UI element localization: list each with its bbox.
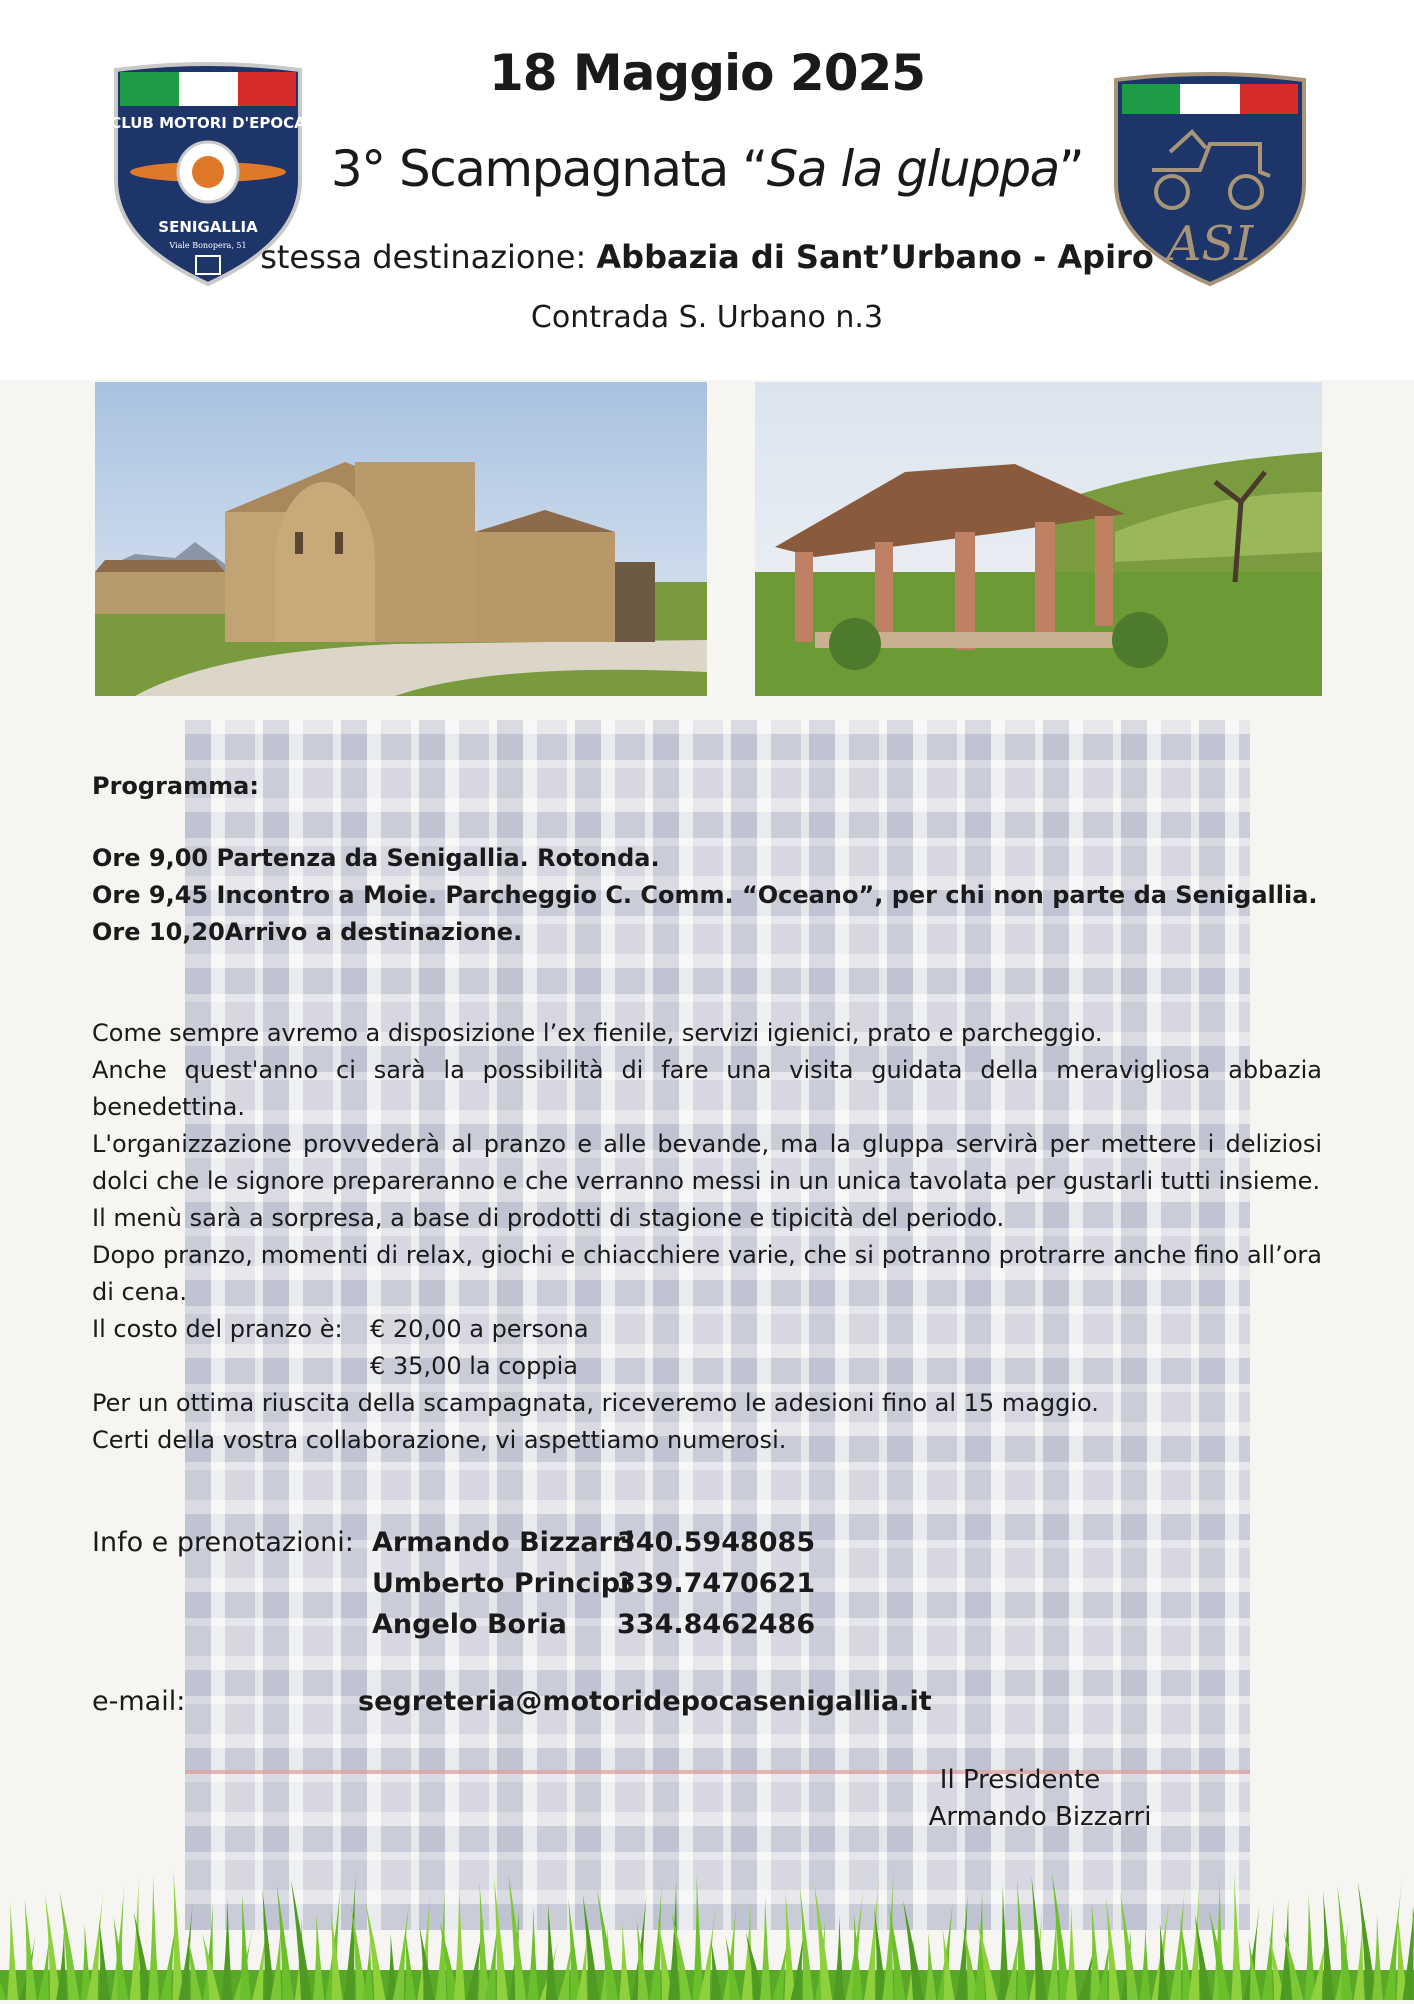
destination-name: Abbazia di Sant’Urbano - Apiro <box>596 238 1154 276</box>
grass-blade <box>25 1899 37 2000</box>
contact-list <box>372 1522 815 1645</box>
paragraph: Anche quest'anno ci sarà la possibilità di fare una visita guidata della meravigliosa abbazia benedettina. <box>92 1056 1322 1121</box>
grass-blade <box>1139 1926 1150 2000</box>
logo-left-line2: SENIGALLIA <box>158 218 258 236</box>
grass-blade <box>7 1903 18 2000</box>
signature-role: Il Presidente <box>939 1765 1101 1795</box>
info-label: Info e prenotazioni: <box>92 1527 354 1558</box>
program-item <box>92 877 1322 914</box>
main-content <box>92 768 1322 1459</box>
event-title-prefix: 3° Scampagnata “ <box>330 140 767 198</box>
logo-left-line1: CLUB MOTORI D'EPOCA <box>110 114 306 132</box>
contact-row <box>372 1563 815 1604</box>
program-item <box>92 914 1322 951</box>
contact-phone[interactable]: 334.8462486 <box>617 1609 816 1640</box>
program-text: Arrivo a destinazione. <box>224 918 523 946</box>
program-text: Incontro a Moie. Parcheggio C. Comm. “Oceano”, per chi non parte da Senigallia. <box>216 881 1318 909</box>
event-name: Sa la gluppa <box>766 140 1059 198</box>
grass-blade <box>527 1906 538 2000</box>
grass-blade <box>1372 1915 1383 2000</box>
paragraph: L'organizzazione provvederà al pranzo e alle bevande, ma la gluppa servirà per mettere i deliziosi dolci che le signore prepareranno e che verranno messi in un unica tavolata per gustarli tutti insieme. <box>92 1130 1322 1195</box>
contact-phone[interactable]: 339.7470621 <box>617 1568 816 1599</box>
program-title: Programma: <box>92 772 259 800</box>
description <box>92 1015 1322 1459</box>
paragraph: Come sempre avremo a disposizione l’ex fienile, servizi igienici, prato e parcheggio. <box>92 1019 1103 1047</box>
paragraph: Il menù sarà a sorpresa, a base di prodotti di stagione e tipicità del periodo. <box>92 1204 1005 1232</box>
cost-row <box>92 1311 1322 1348</box>
grass-blade <box>546 1902 557 2000</box>
grass-blade <box>1305 1894 1316 2000</box>
cost-single: € 20,00 a persona <box>370 1315 589 1343</box>
program-list <box>92 840 1322 951</box>
grass-blade <box>478 1881 489 2000</box>
closing-line: Certi della vostra collaborazione, vi aspettiamo numerosi. <box>92 1426 787 1454</box>
cost-couple: € 35,00 la coppia <box>370 1352 578 1380</box>
grass-blade <box>833 1916 844 2000</box>
grass-blade <box>619 1923 630 2000</box>
abbey-photo <box>95 382 707 696</box>
destination-address: Contrada S. Urbano n.3 <box>530 300 884 335</box>
grass-blade <box>454 1885 465 2000</box>
program-item <box>92 840 1322 877</box>
contact-row <box>372 1522 815 1563</box>
cost-row <box>92 1348 1322 1385</box>
asi-shield-logo <box>1110 72 1310 288</box>
email-link[interactable]: segreteria@motoridepocasenigallia.it <box>358 1686 932 1717</box>
grass-blade <box>852 1912 863 2000</box>
program-time: Ore 9,00 <box>92 844 209 872</box>
grass-blade <box>221 1896 232 2000</box>
closing-line: Per un ottima riuscita della scampagnata, riceveremo le adesioni fino al 15 maggio. <box>92 1389 1099 1417</box>
program-time: Ore 9,45 <box>92 881 209 909</box>
program-text: Partenza da Senigallia. Rotonda. <box>216 844 660 872</box>
grass-blade <box>760 1895 771 2000</box>
contact-name: Angelo Boria <box>372 1609 567 1640</box>
signature <box>880 1762 1200 1836</box>
grass-blade <box>148 1875 159 2000</box>
contact-name: Armando Bizzarri <box>372 1527 635 1558</box>
destination-label: stessa destinazione: <box>260 238 597 276</box>
header <box>0 0 1414 380</box>
grass-blade <box>1231 1873 1242 2000</box>
grass-blade <box>313 1913 324 2000</box>
contact-row <box>372 1604 815 1645</box>
grass-blade <box>784 1891 795 2000</box>
pavilion-photo <box>755 382 1322 696</box>
contact-name: Umberto Principi <box>372 1568 630 1599</box>
grass-decoration <box>0 1860 1414 2000</box>
contact-phone[interactable]: 340.5948085 <box>617 1527 816 1558</box>
email-label: e-mail: <box>92 1686 186 1717</box>
grass-blade <box>1090 1901 1101 2000</box>
paragraph: Dopo pranzo, momenti di relax, giochi e chiacchiere varie, che si potranno protrarre anche fino all’ora di cena. <box>92 1241 1322 1306</box>
grass-blade <box>1066 1905 1077 2000</box>
grass-blade <box>925 1933 936 2000</box>
grass-blade <box>999 1884 1010 2000</box>
cost-label: Il costo del pranzo è: <box>92 1315 343 1343</box>
asi-logo-text: ASI <box>1166 216 1254 272</box>
logo-left-line3: Viale Bonopera, 51 <box>169 241 247 250</box>
event-date: 18 Maggio 2025 <box>488 44 926 102</box>
program-time: Ore 10,20 <box>92 918 225 946</box>
signature-name: Armando Bizzarri <box>928 1802 1152 1832</box>
event-title-suffix: ” <box>1058 140 1084 198</box>
grass-blade <box>693 1874 704 2000</box>
